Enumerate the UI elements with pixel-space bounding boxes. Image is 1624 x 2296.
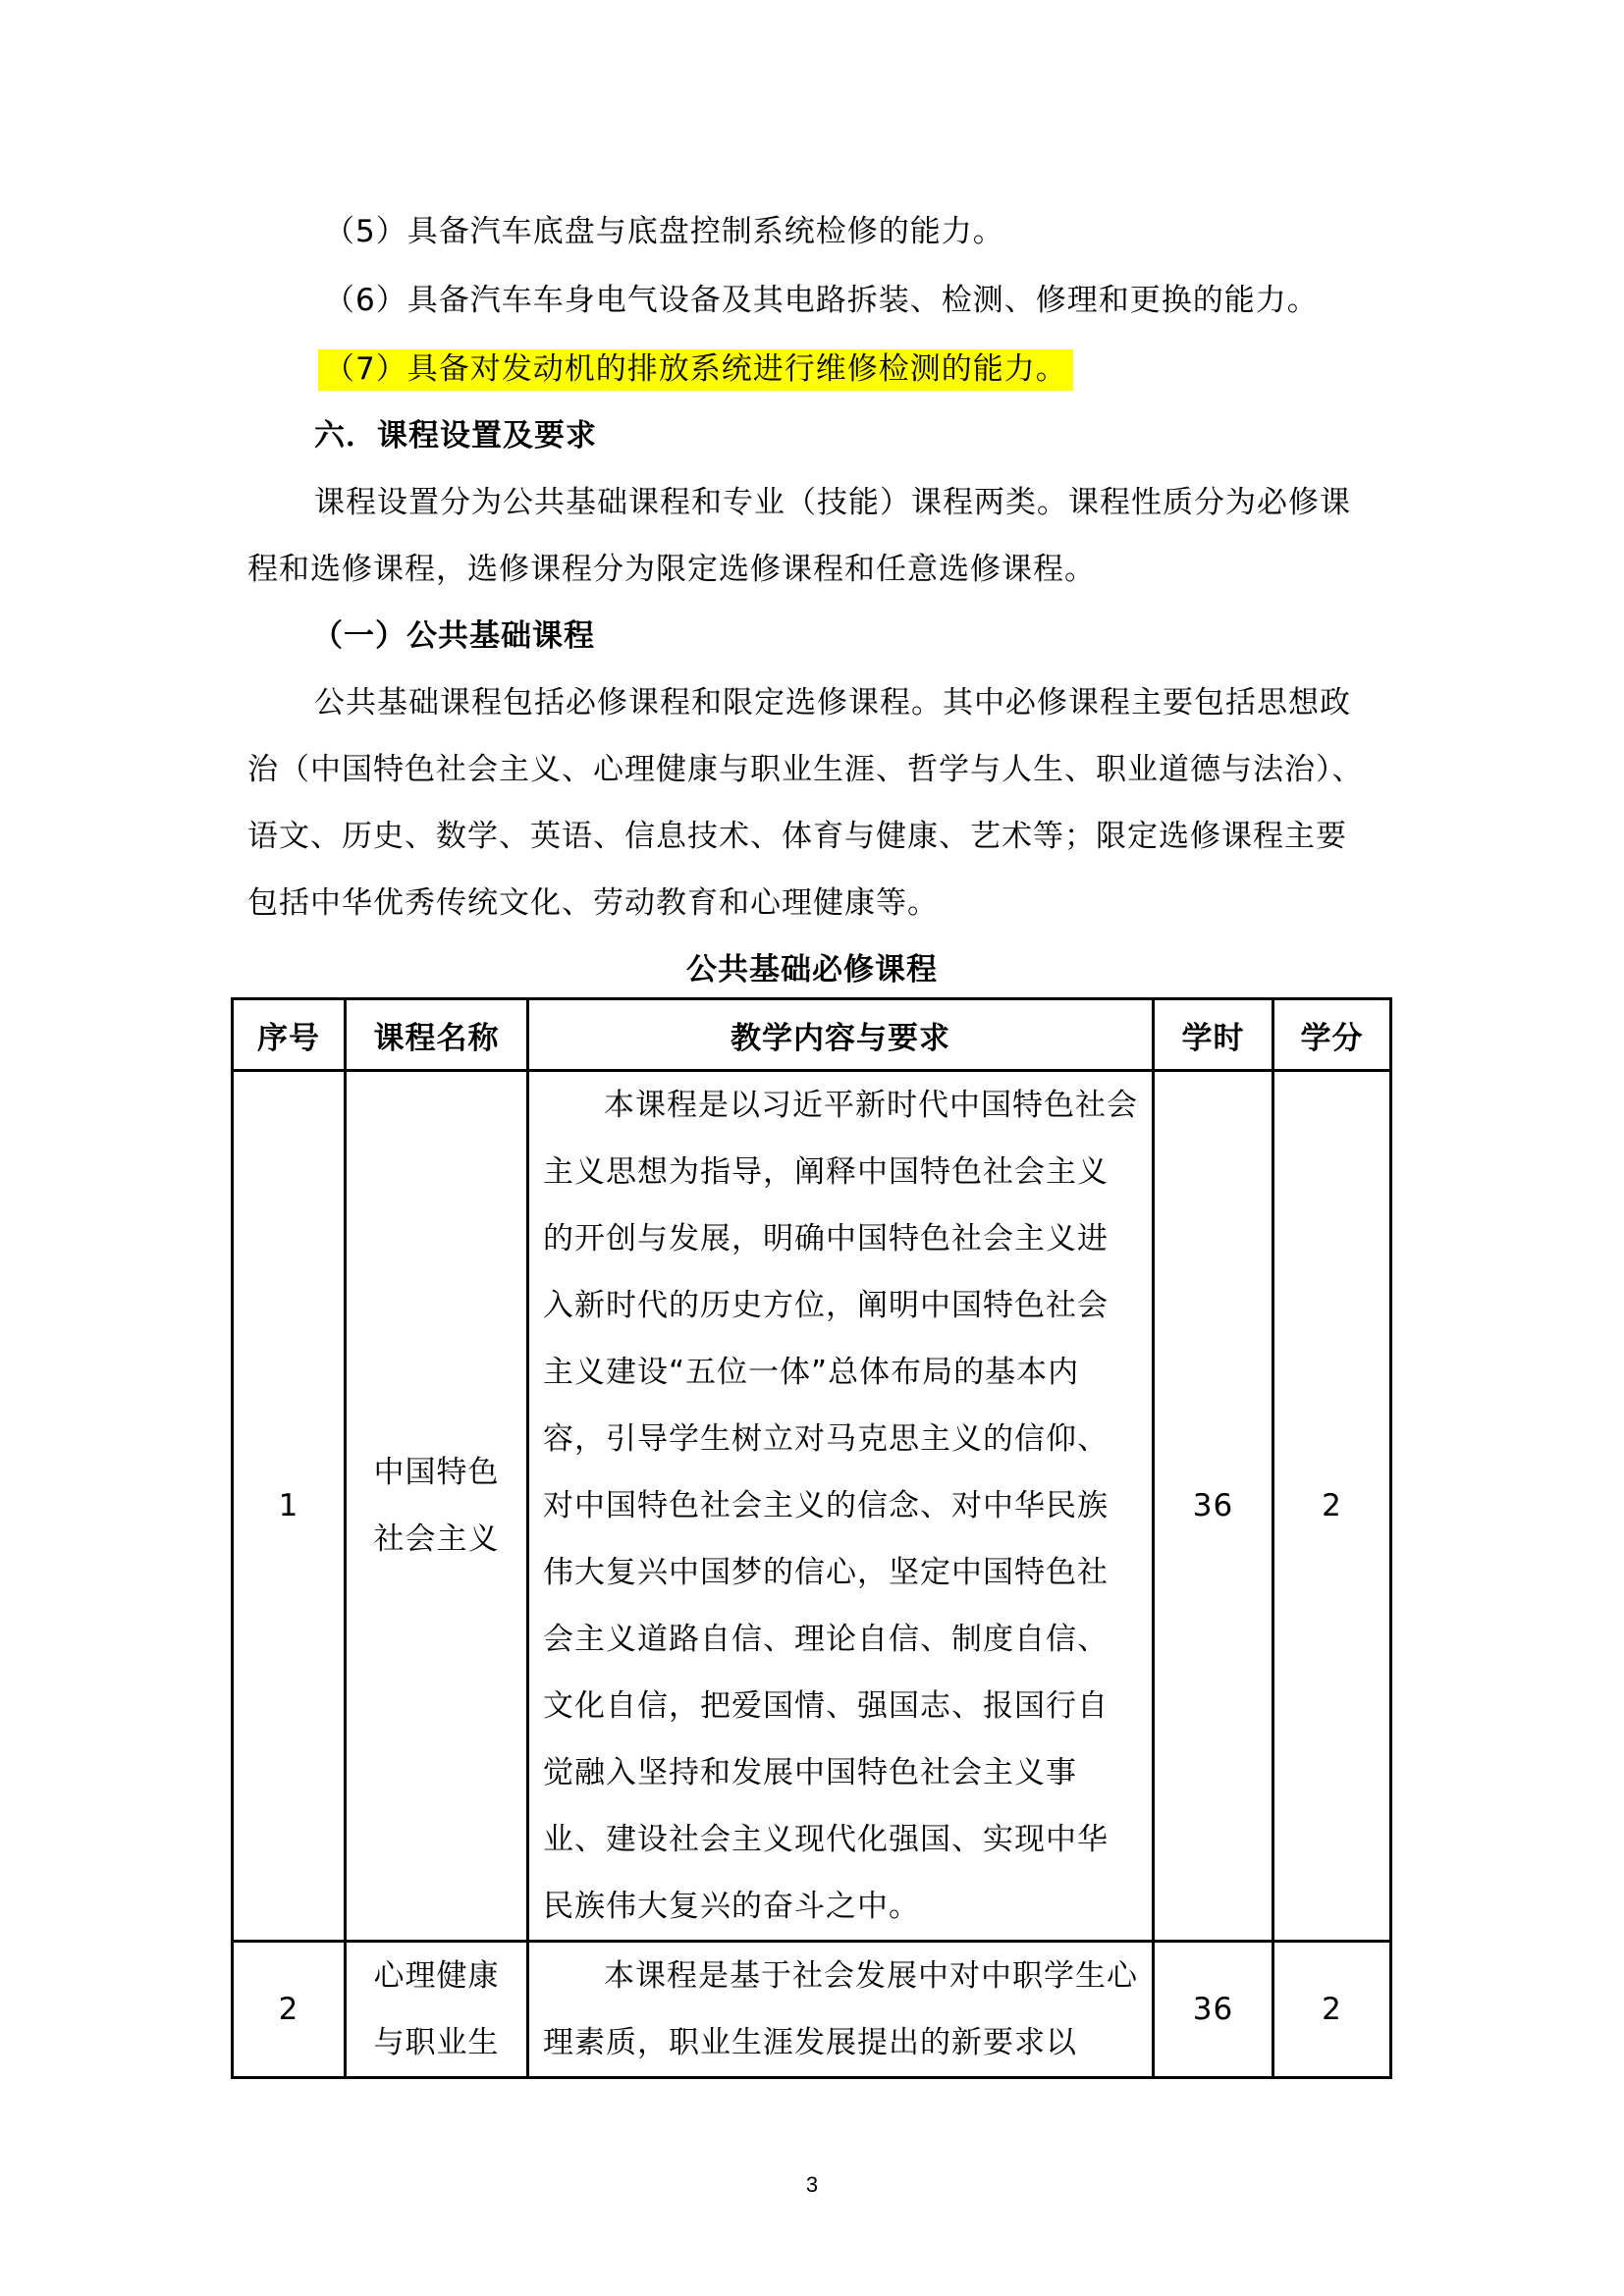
cell-name-line: 社会主义 (373, 1522, 500, 1557)
header-name: 课程名称 (346, 999, 528, 1071)
cell-no: 1 (233, 1071, 346, 1942)
subsection-line-1: 公共基础课程包括必修课程和限定选修课程。其中必修课程主要包括思想政 (314, 685, 1351, 721)
cell-hours: 36 (1154, 1942, 1273, 2078)
cell-content-text: 本课程是基于社会发展中对中职学生心理素质，职业生涯发展提出的新要求以 (543, 1958, 1138, 2060)
section-heading: 六．课程设置及要求 (314, 418, 597, 454)
cell-name (346, 1942, 528, 2078)
table-header-row (233, 999, 1391, 1071)
cell-content-text: 本课程是以习近平新时代中国特色社会主义思想为指导，阐释中国特色社会主义的开创与发展，明确中国特色社会主义进入新时代的历史方位，阐明中国特色社会主义建设“五位一体”总体布局的基本内容，引导学生树立对马克思主义的信仰、对中国特色社会主义的信念、对中华民族伟大复兴中国梦的信心，坚定中国特色社会主义道路自信、理论自信、制度自信、文化自信，把爱国情、强国志、报国行自觉融入坚持和发展中国特色社会主义事业、建设社会主义现代化强国、实现中华民族伟大复兴的奋斗之中。 (543, 1088, 1138, 1924)
page-number: 3 (805, 2172, 819, 2197)
highlighted-text: （7）具备对发动机的排放系统进行维修检测的能力。 (318, 349, 1073, 391)
table-row (233, 1071, 1391, 1942)
cell-no: 2 (233, 1942, 346, 2078)
header-content: 教学内容与要求 (528, 999, 1154, 1071)
course-table (231, 997, 1392, 2079)
header-credits: 学分 (1273, 999, 1391, 1071)
intro-line-2: 程和选修课程，选修课程分为限定选修课程和任意选修课程。 (247, 552, 1096, 587)
header-hours: 学时 (1154, 999, 1273, 1071)
cell-content (528, 1071, 1154, 1942)
cell-content (528, 1942, 1154, 2078)
table-row (233, 1942, 1391, 2078)
cell-name-line: 心理健康 (373, 1958, 500, 1994)
cell-name-line: 与职业生 (373, 2025, 500, 2060)
header-no: 序号 (233, 999, 346, 1071)
cell-name (346, 1071, 528, 1942)
subsection-heading: （一）公共基础课程 (312, 618, 595, 654)
cell-name-line: 中国特色 (373, 1455, 500, 1490)
cell-hours: 36 (1154, 1071, 1273, 1942)
subsection-line-4: 包括中华优秀传统文化、劳动教育和心理健康等。 (247, 885, 939, 921)
intro-line-1: 课程设置分为公共基础课程和专业（技能）课程两类。课程性质分为必修课 (314, 485, 1351, 520)
cell-credits: 2 (1273, 1071, 1391, 1942)
ability-item-6: （6）具备汽车车身电气设备及其电路拆装、检测、修理和更换的能力。 (324, 283, 1319, 318)
cell-credits: 2 (1273, 1942, 1391, 2078)
ability-item-7-highlighted (324, 347, 1073, 391)
ability-item-5: （5）具备汽车底盘与底盘控制系统检修的能力。 (324, 214, 1004, 249)
subsection-line-2: 治（中国特色社会主义、心理健康与职业生涯、哲学与人生、职业道德与法治）、 (247, 752, 1364, 787)
table-title: 公共基础必修课程 (686, 952, 938, 988)
subsection-line-3: 语文、历史、数学、英语、信息技术、体育与健康、艺术等；限定选修课程主要 (247, 819, 1347, 854)
